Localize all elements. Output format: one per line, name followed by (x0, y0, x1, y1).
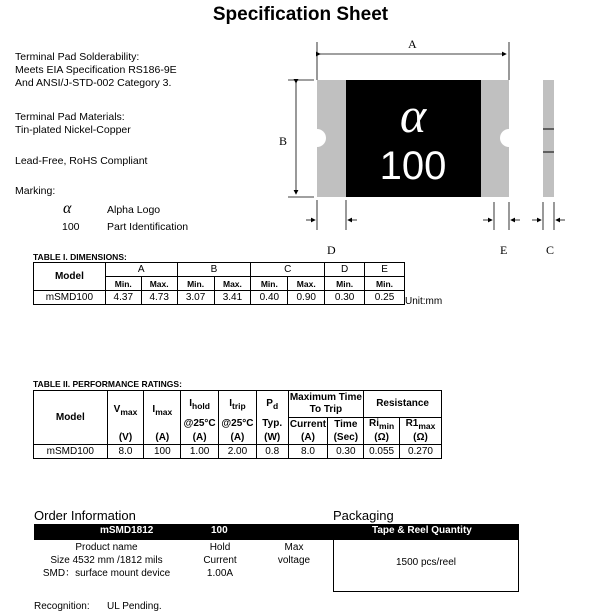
recognition-label: Recognition: (34, 601, 90, 612)
table1-subheader: Min. (365, 277, 405, 291)
table2-unit: (A) (181, 431, 219, 445)
table2-unit: (A) (219, 431, 257, 445)
recognition-value: UL Pending. (107, 601, 162, 612)
table1-subheader: Max. (141, 277, 177, 291)
order-max (259, 541, 329, 567)
table1-cell: 4.37 (105, 291, 141, 305)
dimension-e-label: E (500, 243, 508, 257)
table2-time-to-trip-header: Maximum Time To Trip (288, 391, 364, 418)
marking-number-code: 100 (62, 221, 80, 233)
order-hold-line: 1.00A (206, 568, 234, 579)
materials-block (15, 111, 131, 137)
table1-subheader: Min. (105, 277, 141, 291)
materials-line: Terminal Pad Materials: (15, 111, 125, 123)
table1-subheader: Min. (177, 277, 214, 291)
packaging-heading: Packaging (333, 508, 394, 523)
table2-cell: 8.0 (107, 444, 144, 458)
table2-cell: 1.00 (181, 444, 219, 458)
table2-model-header: Model (34, 391, 108, 445)
table2-cond-25: @25°C (219, 417, 257, 431)
order-desc (34, 541, 179, 580)
order-hold-line: Hold (209, 542, 231, 553)
table1-caption: TABLE I. DIMENSIONS: (33, 252, 127, 262)
table2-current-header: Current (289, 418, 327, 430)
table2-cell: 0.270 (399, 444, 441, 458)
table2-unit: (A) (288, 431, 328, 445)
table1-row-model: mSMD100 (34, 291, 106, 305)
table1-cell: 0.90 (288, 291, 325, 305)
table2-unit: (V) (107, 431, 144, 445)
table1-subheader: Min. (251, 277, 288, 291)
table2-cell: 0.30 (328, 444, 364, 458)
table2-r1max-header: $R1_{max}$ (399, 417, 441, 431)
table2-cell: 2.00 (219, 444, 257, 458)
table2-rimin-header: $Ri_{min}$ (364, 417, 400, 431)
table1-cell: 0.40 (251, 291, 288, 305)
terminal-notch-left (308, 129, 326, 147)
chip-side-view (543, 80, 554, 197)
solderability-line: And ANSI/J-STD-002 Category 3. (15, 77, 172, 89)
dimension-a-label: A (408, 37, 417, 51)
dimension-b-label: B (279, 134, 288, 148)
marking-alpha-desc: Alpha Logo (107, 204, 161, 216)
solderability-block (15, 51, 177, 90)
table2-ihold-header: $I_{hold}$ (181, 391, 219, 418)
order-max-line: voltage (277, 555, 311, 566)
table2-cell: 100 (144, 444, 181, 458)
table2-cell: 0.055 (364, 444, 400, 458)
solderability-line: Meets EIA Specification RS186-9E (15, 64, 177, 76)
order-part-code: mSMD1812 (100, 525, 154, 536)
order-hold-line: Current (203, 555, 237, 566)
marking-alpha-code: α (63, 200, 72, 217)
table1-cell: 3.41 (214, 291, 251, 305)
table2-unit: (Ω) (399, 431, 441, 445)
order-max-line: Max (284, 542, 304, 553)
table1-group-b: B (177, 263, 251, 277)
terminal-notch-right (500, 129, 518, 147)
table1-group-e: E (365, 263, 405, 277)
order-heading: Order Information (34, 508, 136, 523)
page-title: Specification Sheet (212, 4, 389, 25)
table1-cell: 3.07 (177, 291, 214, 305)
marking-heading: Marking: (15, 185, 56, 197)
performance-table (33, 390, 442, 459)
table1-group-c: C (251, 263, 325, 277)
table1-subheader: Max. (214, 277, 251, 291)
table1-unit: Unit:mm (405, 296, 443, 307)
table1-group-a: A (105, 263, 177, 277)
order-desc-line: SMD：surface mount device (42, 568, 171, 579)
table2-unit: (W) (256, 431, 288, 445)
chip-number: 100 (379, 144, 447, 188)
table1-subheader: Min. (325, 277, 365, 291)
table2-vmax-header: $V_{max}$ (107, 391, 144, 431)
table2-typ: Typ. (256, 417, 288, 431)
solderability-line: Terminal Pad Solderability: (15, 51, 140, 63)
table2-time-header: Time (328, 417, 364, 431)
table2-caption: TABLE II. PERFORMANCE RATINGS: (33, 379, 182, 389)
order-desc-line: Size 4532 mm /1812 mils (50, 555, 163, 566)
table2-itrip-header: $I_{trip}$ (219, 391, 257, 418)
table1-cell: 0.30 (325, 291, 365, 305)
order-rating-code: 100 (211, 525, 228, 536)
table2-cond-25: @25°C (181, 417, 219, 431)
chip-diagram (270, 32, 601, 264)
order-hold (185, 541, 255, 580)
packaging-quantity: 1500 pcs/reel (395, 557, 457, 568)
table1-group-d: D (325, 263, 365, 277)
table1-cell: 4.73 (141, 291, 177, 305)
packaging-header: Tape & Reel Quantity (372, 525, 472, 536)
marking-number-desc: Part Identification (107, 221, 189, 233)
table1-model-header: Model (34, 263, 106, 291)
order-desc-line: Product name (75, 542, 138, 553)
materials-line: Tin-plated Nickel-Copper (15, 124, 131, 136)
table1-subheader: Max. (288, 277, 325, 291)
table2-cell: 0.8 (256, 444, 288, 458)
table2-resistance-header: Resistance (364, 391, 442, 418)
compliance-text: Lead-Free, RoHS Compliant (15, 155, 148, 167)
packaging-divider-right (518, 540, 519, 592)
table2-unit: (Ω) (364, 431, 400, 445)
chip-alpha-logo: α (399, 87, 427, 143)
table2-imax-header: $I_{max}$ (144, 391, 181, 431)
table2-pd-header: $P_d$ (256, 391, 288, 418)
table1-cell: 0.25 (365, 291, 405, 305)
table2-row-model: mSMD100 (34, 444, 108, 458)
table2-unit: (A) (144, 431, 181, 445)
dimension-c-label: C (546, 243, 555, 257)
table2-unit: (Sec) (328, 431, 364, 445)
packaging-bottom-border (333, 591, 519, 592)
dimension-d-label: D (327, 243, 336, 257)
table2-cell: 8.0 (288, 444, 328, 458)
dimensions-table (33, 262, 405, 305)
